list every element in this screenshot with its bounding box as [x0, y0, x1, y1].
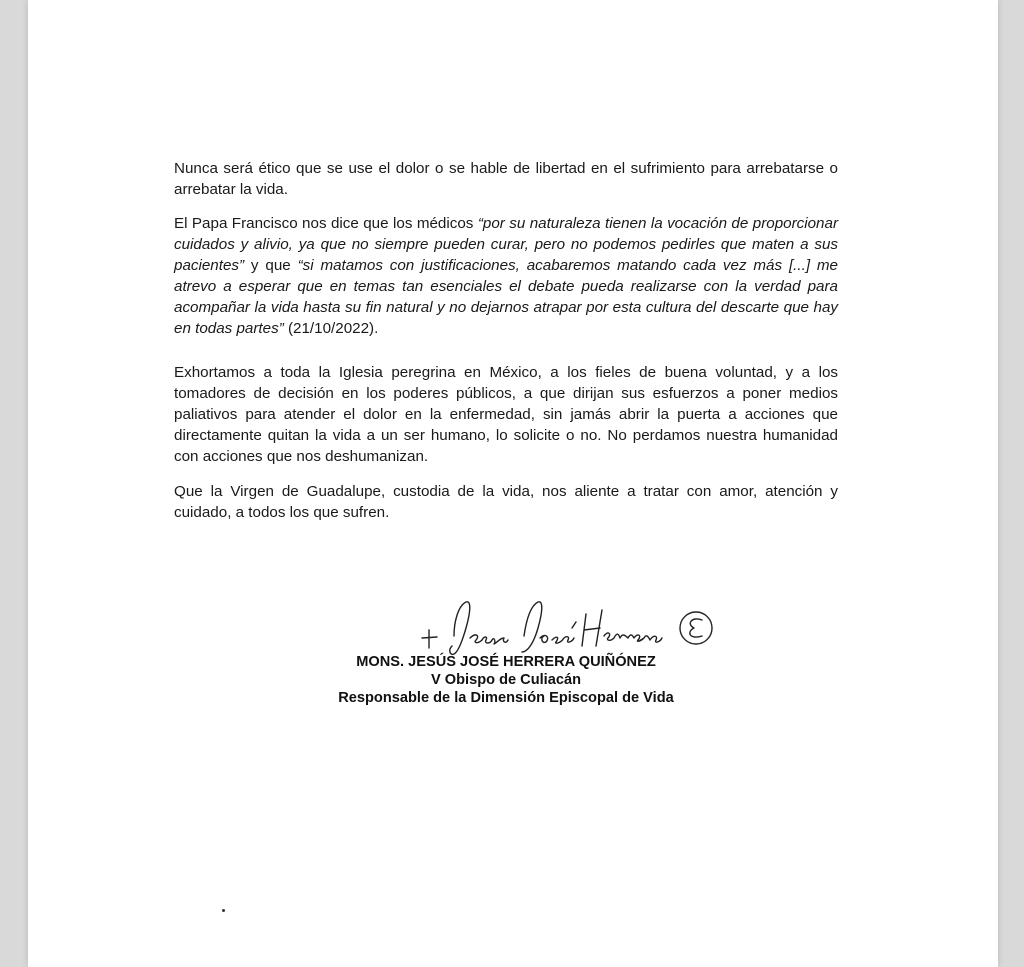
paragraph-2-mid: y que — [244, 257, 298, 274]
letter-body — [174, 158, 838, 539]
paragraph-2 — [174, 213, 838, 339]
paragraph-3: Exhortamos a toda la Iglesia peregrina en México, a los fieles de buena voluntad, y a los tomadores de decisión en los poderes públicos, a que dirijan sus esfuerzos a poner medios paliativos para atender el dolor en la enfermedad, sin jamás abrir la puerta a acciones que directamente quitan la vida a un ser humano, lo solicite o no. No perdamos nuestra humanidad con acciones que nos deshumanizan. — [174, 364, 838, 465]
signer-role: Responsable de la Dimensión Episcopal de Vida — [338, 690, 674, 706]
pope-quote-2: “si matamos con justificaciones, acabaremos matando cada vez más [...] me atrevo a esperar que en temas tan esenciales el debate pueda realizarse con la verdad para acompañar la vida hasta su fin natural y no dejarnos atrapar por esta cultura del descarte que hay en todas partes” — [174, 257, 838, 337]
signature-block — [174, 653, 838, 707]
paragraph-2-intro: El Papa Francisco nos dice que los médicos — [174, 215, 478, 232]
signer-title: V Obispo de Culiacán — [430, 672, 582, 688]
pope-quote-1: “por su naturaleza tienen la vocación de proporcionar cuidados y alivio, ya que no siempre pueden curar, pero no podemos pedirles que maten a sus pacientes” — [174, 215, 839, 274]
quote-date: (21/10/2022). — [283, 320, 379, 337]
handwritten-signature — [396, 592, 716, 658]
ink-dot — [222, 909, 225, 912]
paragraph-4: Que la Virgen de Guadalupe, custodia de la vida, nos aliente a tratar con amor, atención y cuidado, a todos los que sufren. — [174, 483, 838, 521]
paragraph-1: Nunca será ético que se use el dolor o se hable de libertad en el sufrimiento para arrebatarse o arrebatar la vida. — [174, 160, 838, 198]
signer-name: MONS. JESÚS JOSÉ HERRERA QUIÑÓNEZ — [356, 654, 656, 670]
